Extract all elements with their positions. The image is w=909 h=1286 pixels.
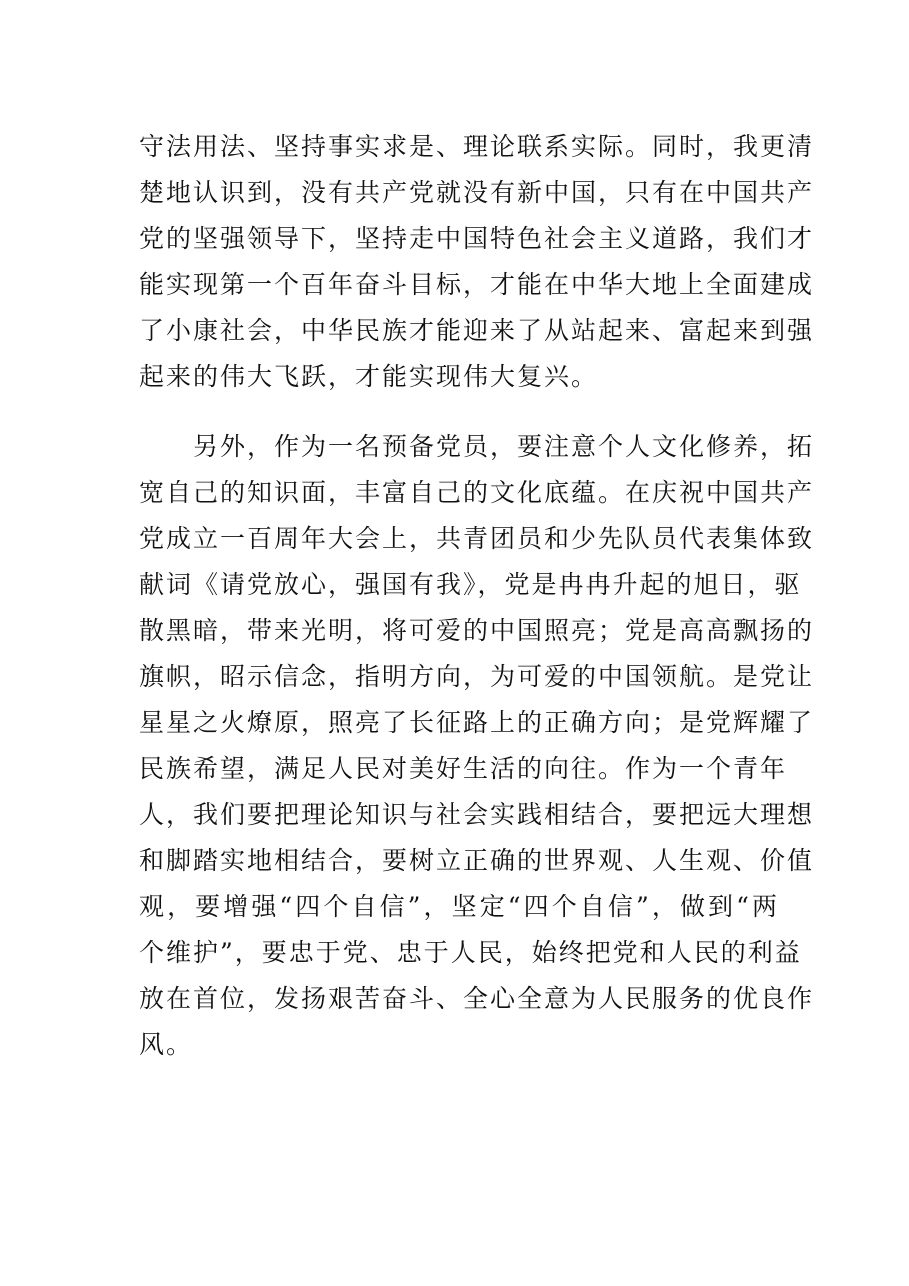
paragraph-line: 献词《请党放心，强国有我》，党是冉冉升起的旭日，驱 — [139, 570, 802, 599]
paragraph-line: 民族希望，满足人民对美好生活的向往。作为一个青年 — [139, 754, 788, 783]
paragraph-line: 党的坚强领导下，坚持走中国特色社会主义道路，我们才 — [139, 224, 815, 253]
paragraph-line: 散黑暗，带来光明，将可爱的中国照亮；党是高高飘扬的 — [139, 616, 815, 645]
paragraph-1 — [139, 124, 815, 400]
paragraph-line: 起来的伟大飞跃，才能实现伟大复兴。 — [139, 362, 599, 391]
paragraph-2 — [139, 424, 815, 1068]
paragraph-line: 和脚踏实地相结合，要树立正确的世界观、人生观、价值 — [139, 846, 815, 875]
paragraph-line: 守法用法、坚持事实求是、理论联系实际。同时，我更清 — [139, 132, 815, 161]
paragraph-line: 风。 — [139, 1030, 194, 1059]
paragraph-line: 观，要增强“四个自信”，坚定“四个自信”，做到“两 — [139, 892, 779, 921]
paragraph-line: 个维护”，要忠于党、忠于人民，始终把党和人民的利益 — [139, 938, 802, 967]
paragraph-line: 旗帜，昭示信念，指明方向，为可爱的中国领航。是党让 — [139, 662, 815, 691]
paragraph-line: 宽自己的知识面，丰富自己的文化底蕴。在庆祝中国共产 — [139, 478, 815, 507]
paragraph-line: 能实现第一个百年奋斗目标，才能在中华大地上全面建成 — [139, 270, 815, 299]
paragraph-line: 另外，作为一名预备党员，要注意个人文化修养，拓 — [193, 432, 815, 461]
paragraph-line: 党成立一百周年大会上，共青团员和少先队员代表集体致 — [139, 524, 815, 553]
paragraph-line: 放在首位，发扬艰苦奋斗、全心全意为人民服务的优良作 — [139, 984, 815, 1013]
paragraph-line: 了小康社会，中华民族才能迎来了从站起来、富起来到强 — [139, 316, 815, 345]
paragraph-line: 人，我们要把理论知识与社会实践相结合，要把远大理想 — [139, 800, 815, 829]
paragraph-line: 楚地认识到，没有共产党就没有新中国，只有在中国共产 — [139, 178, 815, 207]
paragraph-line: 星星之火燎原，照亮了长征路上的正确方向；是党辉耀了 — [139, 708, 815, 737]
